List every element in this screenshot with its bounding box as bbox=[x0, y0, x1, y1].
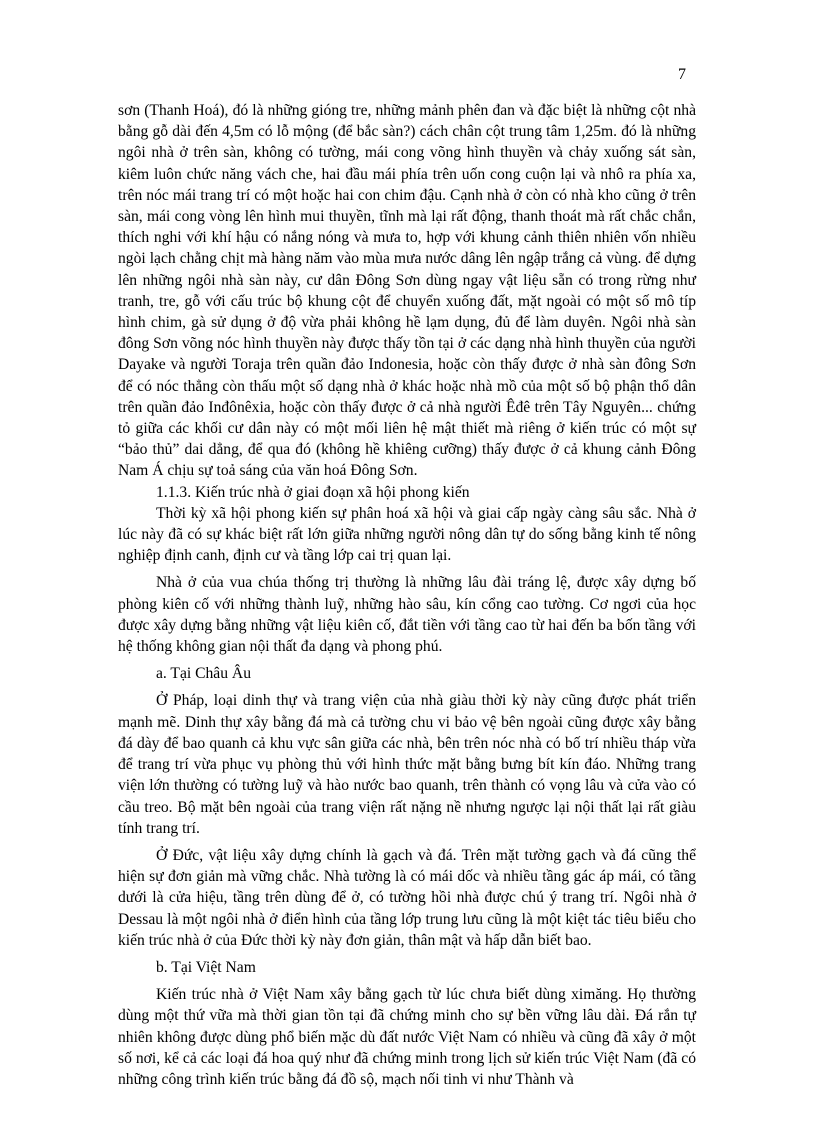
paragraph-royal-houses: Nhà ở của vua chúa thống trị thường là những lâu đài tráng lệ, được xây dựng bố phòng kiên cố với những thành luỹ, những hào sâu, kín cổng cao tường. Cơ ngơi của học được xây dựng bằng những vật liệu kiên cố, đắt tiền với tầng cao từ hai đến ba bốn tầng với hệ thống không gian nội thất đa dạng và phong phú. bbox=[118, 574, 696, 656]
subheading-vietnam: b. Tại Việt Nam bbox=[156, 958, 256, 976]
paragraph-france: Ở Pháp, loại dinh thự và trang viện của nhà giàu thời kỳ này cũng được phát triển mạnh mẽ. Dinh thự xây bằng đá mà cả tường chu vi bảo vệ bên ngoài cũng được xây bằng đá dày để bao quanh cả khu vực sân giữa các nhà, bên trên nóc nhà có bố trí nhiều tháp vừa để trang trí vừa phục vụ phòng thủ với hình thức mặt bằng bưng bít kín đáo. Những trang viện lớn thường có tường luỹ và hào nước bao quanh, trên thành có vọng lâu và cửa vào có cầu treo. Bộ mặt bên ngoài của trang viện rất nặng nề nhưng ngược lại nội thất lại rất giàu tính trang trí. bbox=[118, 692, 696, 837]
paragraph-dong-son-house: sơn (Thanh Hoá), đó là những gióng tre, những mảnh phên đan và đặc biệt là những cột nhà bằng gỗ dài đến 4,5m có lỗ mộng (để bắc sàn?) cách chân cột trung tâm 1,25m. đó là những ngôi nhà ở trên sàn, không có tường, mái cong võng hình thuyền và chảy xuống sát sàn, kiêm luôn chức năng vách che, hai đầu mái phía trên uốn cong cuộn lại và nhô ra phía xa, trên nóc mái trang trí có một hoặc hai con chim đậu. Cạnh nhà ở còn có nhà kho cũng ở trên sàn, mái cong vòng lên hình mui thuyền, tĩnh mà lại rất động, thanh thoát mà rất chắc chắn, thích nghi với khí hậu có nắng nóng và mưa to, hợp với khung cảnh thiên nhiên vốn nhiều ngòi lạch chằng chịt mà hàng năm vào mùa mưa nước dâng lên ngập trắng cả vùng. để dựng lên những ngôi nhà sàn này, cư dân Đông Sơn dùng ngay vật liệu sẵn có trong rừng như tranh, tre, gỗ với cấu trúc bộ khung cột để chuyển xuống đất, mặt ngoài có một số mô típ hình chim, gà sử dụng ở độ vừa phải không hề lạm dụng, đủ để làm duyên. Ngôi nhà sàn đông Sơn võng nóc hình thuyền này được thấy tồn tại ở các dạng nhà hình thuyền của người Dayake và người Toraja trên quần đảo Indonesia, hoặc còn thấy được ở nhà sàn đông Sơn để có nóc thẳng còn thấu một số dạng nhà ở khác hoặc nhà mồ của một số bộ phận thổ dân trên quần đảo Inđônêxia, hoặc còn thấy được ở cả nhà người Êđê trên Tây Nguyên... chứng tỏ giữa các khối cư dân này có một mối liên hệ mật thiết mà riêng ở kiến trúc có một sự “bảo thủ” dai dẳng, để qua đó (không hề khiêng cưỡng) thấy được ở cả khung cảnh Đông Nam Á chịu sự toả sáng của văn hoá Đông Sơn. bbox=[118, 102, 696, 480]
paragraph-feudal-society: Thời kỳ xã hội phong kiến sự phân hoá xã hội và giai cấp ngày càng sâu sắc. Nhà ở lúc này đã có sự khác biệt rất lớn giữa những người nông dân tự do sống bằng kinh tế nông nghiệp định canh, định cư và tầng lớp cai trị quan lại. bbox=[118, 504, 696, 565]
paragraph-vietnam-architecture: Kiến trúc nhà ở Việt Nam xây bằng gạch từ lúc chưa biết dùng ximăng. Họ thường dùng một thứ vữa mà thời gian tồn tại đã chứng minh cho sự bền vững lâu dài. Đá rắn tự nhiên không được dùng phổ biến mặc dù đất nước Việt Nam có nhiều và cũng đã xây ở một số nơi, kể cả các loại đá hoa quý như đã chứng minh trong lịch sử kiến trúc Việt Nam (đã có những công trình kiến trúc bằng đá đồ sộ, mạch nối tinh vi như Thành và bbox=[118, 986, 696, 1088]
page-body bbox=[118, 100, 696, 1090]
paragraph-germany: Ở Đức, vật liệu xây dựng chính là gạch và đá. Trên mặt tường gạch và đá cũng thể hiện sự đơn giản mà vững chắc. Nhà tường là có mái dốc và nhiều tầng gác áp mái, có tầng dưới là cửa hiệu, tầng trên dùng để ở, có tường hồi nhà được chú ý trang trí. Ngôi nhà ở Dessau là một ngôi nhà ở điển hình của tầng lớp trung lưu cũng là một kiệt tác tiêu biểu cho kiến trúc nhà ở của Đức thời kỳ này đơn giản, thân mật và hấp dẫn biết bao. bbox=[118, 846, 696, 949]
page-number: 7 bbox=[678, 66, 686, 83]
subheading-europe: a. Tại Châu Âu bbox=[156, 665, 251, 683]
section-heading-1-1-3: 1.1.3. Kiến trúc nhà ở giai đoạn xã hội phong kiến bbox=[156, 483, 470, 501]
